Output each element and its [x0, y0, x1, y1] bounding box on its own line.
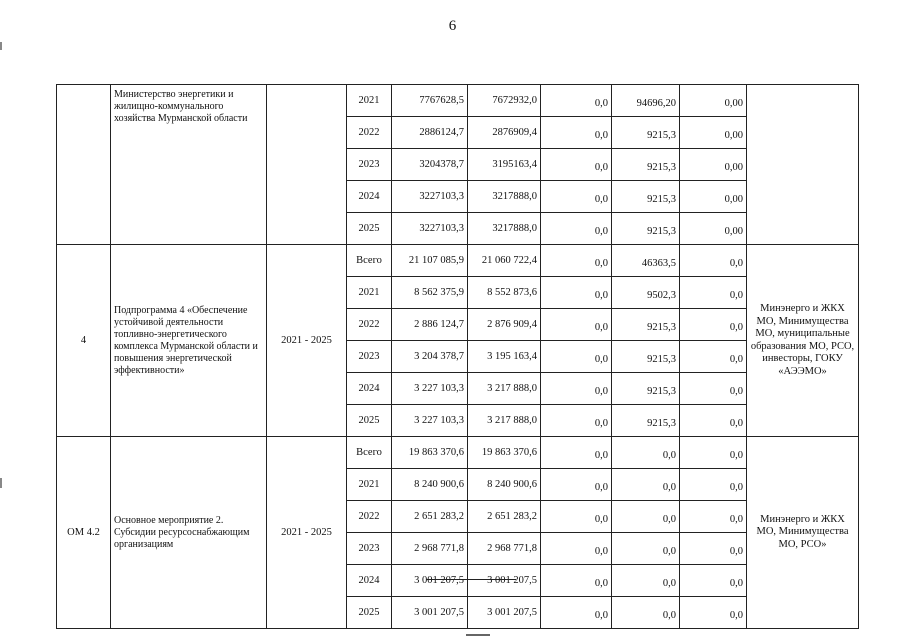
amount-cell: 0,0: [541, 245, 612, 277]
program-name: Основное мероприятие 2. Субсидии ресурсоснабжающим организациям: [111, 437, 267, 629]
amount-cell: 0,0: [541, 341, 612, 373]
executor: Минэнерго и ЖКХ МО, Минимущества МО, РСО»: [747, 437, 859, 629]
amount-cell: 0,00: [680, 85, 747, 117]
amount-cell: 3 217 888,0: [468, 373, 541, 405]
amount-cell: 0,0: [680, 533, 747, 565]
amount-cell: 21 060 722,4: [468, 245, 541, 277]
amount-cell: 3217888,0: [468, 181, 541, 213]
amount-cell: 9215,3: [612, 213, 680, 245]
amount-cell: 0,0: [541, 149, 612, 181]
year-cell: 2021: [347, 469, 392, 501]
amount-cell: 8 562 375,9: [392, 277, 468, 309]
year-cell: 2022: [347, 501, 392, 533]
table-row: [57, 85, 859, 117]
amount-cell: 2 968 771,8: [468, 533, 541, 565]
amount-cell: 0,0: [680, 405, 747, 437]
amount-cell: 0,0: [541, 469, 612, 501]
row-number: 4: [57, 245, 111, 437]
amount-cell: 0,0: [612, 565, 680, 597]
amount-cell: 3227103,3: [392, 213, 468, 245]
amount-cell: 9215,3: [612, 309, 680, 341]
amount-cell: 2 651 283,2: [392, 501, 468, 533]
amount-cell: 0,0: [612, 469, 680, 501]
amount-cell: 0,00: [680, 117, 747, 149]
program-name: Подпрограмма 4 «Обеспечение устойчивой деятельности топливно-энергетического комплекса Мурманской области и повышения энергетической эффективности»: [111, 245, 267, 437]
amount-cell: 9215,3: [612, 405, 680, 437]
year-cell: 2024: [347, 565, 392, 597]
footer-separator: [426, 579, 516, 580]
amount-cell: 8 240 900,6: [392, 469, 468, 501]
amount-cell: 0,0: [541, 533, 612, 565]
amount-cell: 19 863 370,6: [468, 437, 541, 469]
amount-cell: 0,0: [541, 437, 612, 469]
amount-cell: 0,0: [541, 597, 612, 629]
amount-cell: 0,0: [680, 245, 747, 277]
year-cell: 2021: [347, 277, 392, 309]
executor: Минэнерго и ЖКХ МО, Минимущества МО, муниципальные образования МО, РСО, инвесторы, ГОКУ «АЭЭМО»: [747, 245, 859, 437]
amount-cell: 3 204 378,7: [392, 341, 468, 373]
amount-cell: 3 001 207,5: [468, 597, 541, 629]
period: [267, 85, 347, 245]
amount-cell: 0,0: [680, 501, 747, 533]
amount-cell: 7767628,5: [392, 85, 468, 117]
financing-table: [56, 84, 859, 629]
year-cell: 2025: [347, 597, 392, 629]
year-cell: 2024: [347, 181, 392, 213]
amount-cell: 3 001 207,5: [392, 597, 468, 629]
amount-cell: 21 107 085,9: [392, 245, 468, 277]
amount-cell: 46363,5: [612, 245, 680, 277]
amount-cell: 0,0: [541, 309, 612, 341]
table-row: [57, 245, 859, 277]
amount-cell: 0,0: [680, 597, 747, 629]
amount-cell: 3195163,4: [468, 149, 541, 181]
table-row: [57, 437, 859, 469]
year-cell: 2024: [347, 373, 392, 405]
amount-cell: 0,0: [612, 437, 680, 469]
amount-cell: 9215,3: [612, 181, 680, 213]
amount-cell: 3204378,7: [392, 149, 468, 181]
amount-cell: 3227103,3: [392, 181, 468, 213]
amount-cell: 0,0: [541, 85, 612, 117]
year-cell: 2023: [347, 341, 392, 373]
amount-cell: 3 217 888,0: [468, 405, 541, 437]
year-cell: 2023: [347, 149, 392, 181]
year-cell: 2025: [347, 405, 392, 437]
amount-cell: 0,0: [541, 181, 612, 213]
amount-cell: 19 863 370,6: [392, 437, 468, 469]
row-number: ОМ 4.2: [57, 437, 111, 629]
amount-cell: 0,00: [680, 181, 747, 213]
amount-cell: 0,0: [541, 373, 612, 405]
amount-cell: 0,00: [680, 213, 747, 245]
amount-cell: 0,0: [541, 565, 612, 597]
amount-cell: 3 227 103,3: [392, 405, 468, 437]
amount-cell: 3 195 163,4: [468, 341, 541, 373]
amount-cell: 2 968 771,8: [392, 533, 468, 565]
amount-cell: 9502,3: [612, 277, 680, 309]
year-cell: 2022: [347, 117, 392, 149]
amount-cell: 9215,3: [612, 373, 680, 405]
amount-cell: 0,0: [541, 501, 612, 533]
amount-cell: 3217888,0: [468, 213, 541, 245]
amount-cell: 0,0: [612, 533, 680, 565]
amount-cell: 94696,20: [612, 85, 680, 117]
amount-cell: 0,0: [680, 469, 747, 501]
amount-cell: 0,0: [541, 213, 612, 245]
amount-cell: 0,0: [541, 277, 612, 309]
amount-cell: 2 876 909,4: [468, 309, 541, 341]
amount-cell: 3 001 207,5: [392, 565, 468, 597]
year-cell: 2025: [347, 213, 392, 245]
amount-cell: 2 886 124,7: [392, 309, 468, 341]
amount-cell: 3 227 103,3: [392, 373, 468, 405]
amount-cell: 0,0: [680, 373, 747, 405]
scan-mark: [466, 634, 490, 636]
amount-cell: 2 651 283,2: [468, 501, 541, 533]
scan-speck: [0, 42, 2, 50]
executor: [747, 85, 859, 245]
year-cell: Всего: [347, 245, 392, 277]
amount-cell: 0,0: [541, 117, 612, 149]
amount-cell: 0,0: [680, 565, 747, 597]
amount-cell: 0,0: [680, 309, 747, 341]
amount-cell: 9215,3: [612, 341, 680, 373]
amount-cell: 0,0: [612, 597, 680, 629]
amount-cell: 2886124,7: [392, 117, 468, 149]
amount-cell: 8 552 873,6: [468, 277, 541, 309]
page-number: 6: [448, 18, 457, 34]
amount-cell: 0,0: [680, 437, 747, 469]
amount-cell: 0,0: [680, 341, 747, 373]
period: 2021 - 2025: [267, 245, 347, 437]
row-number: [57, 85, 111, 245]
year-cell: Всего: [347, 437, 392, 469]
amount-cell: 7672932,0: [468, 85, 541, 117]
program-name: Министерство энергетики и жилищно-коммунального хозяйства Мурманской области: [111, 85, 267, 245]
scan-speck: [0, 478, 2, 488]
amount-cell: 2876909,4: [468, 117, 541, 149]
year-cell: 2022: [347, 309, 392, 341]
amount-cell: 9215,3: [612, 149, 680, 181]
year-cell: 2023: [347, 533, 392, 565]
year-cell: 2021: [347, 85, 392, 117]
amount-cell: 0,00: [680, 149, 747, 181]
amount-cell: 0,0: [541, 405, 612, 437]
amount-cell: 8 240 900,6: [468, 469, 541, 501]
period: 2021 - 2025: [267, 437, 347, 629]
amount-cell: 0,0: [680, 277, 747, 309]
amount-cell: 3 001 207,5: [468, 565, 541, 597]
amount-cell: 0,0: [612, 501, 680, 533]
amount-cell: 9215,3: [612, 117, 680, 149]
